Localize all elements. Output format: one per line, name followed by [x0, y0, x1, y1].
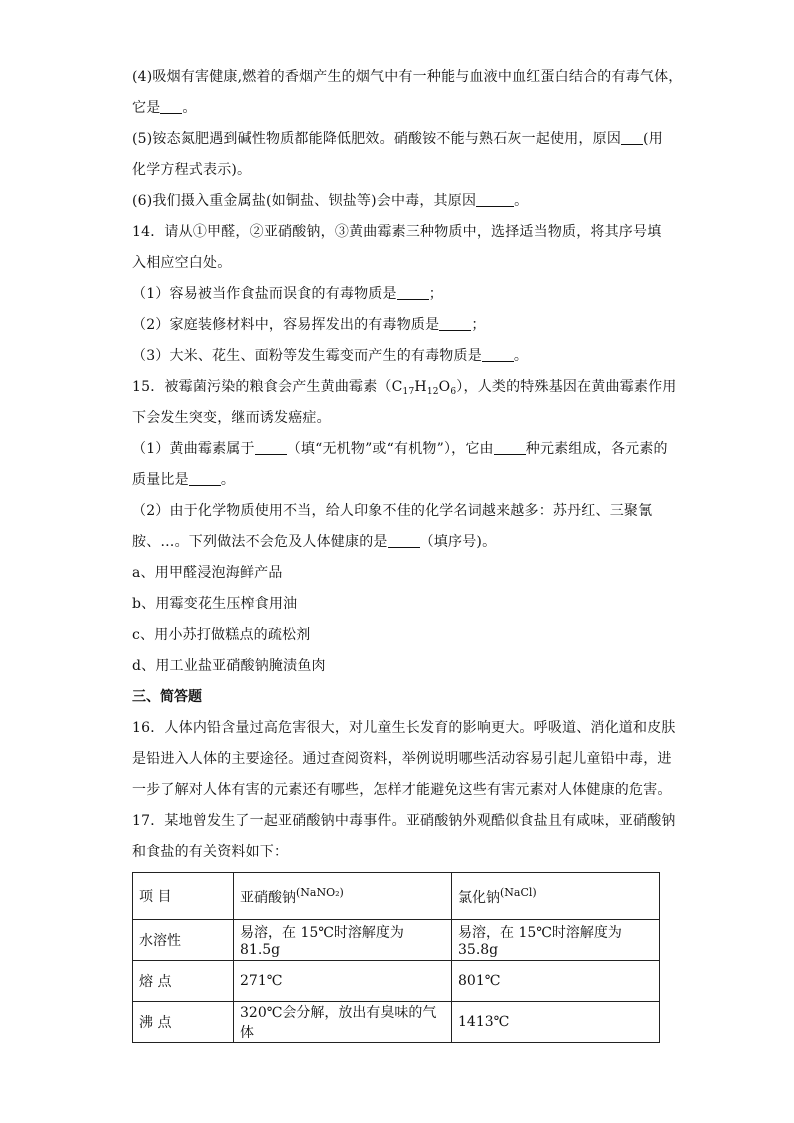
q15-p1-text: （1）黄曲霉素属于	[132, 441, 255, 457]
table-cell: 熔 点	[133, 961, 234, 1002]
q14-sub2-end: ；	[471, 317, 486, 333]
q16-line1	[132, 713, 676, 744]
header-label: 氯化钠	[458, 889, 500, 906]
table-cell: 320℃会分解，放出有臭味的气体	[234, 1002, 452, 1043]
table-cell: 271℃	[234, 961, 452, 1002]
q5-text: (5)铵态氮肥遇到碱性物质都能降低肥效。硝酸铵不能与熟石灰一起使用，原因	[132, 131, 622, 147]
option-item	[132, 589, 672, 620]
option-item	[132, 558, 672, 589]
q15-p2-text: （2）由于化学物质使用不当，给人印象不佳的化学名词越来越多：苏丹红、三聚氰	[132, 503, 653, 519]
formula-label: (NaNO₂)	[296, 885, 344, 899]
q16-line3	[132, 775, 672, 806]
option-c: c、用小苏打做糕点的疏松剂	[132, 627, 311, 643]
comparison-table	[132, 872, 660, 1043]
q15-text-2: 下会发生突变，继而诱发癌症。	[132, 410, 331, 426]
q16-text: 16．人体内铅含量过高危害很大，对儿童生长发育的影响更大。呼吸道、消化道和皮肤	[132, 720, 676, 736]
q5-end: (用	[643, 131, 663, 147]
q5-line1	[132, 124, 672, 155]
q15-p1-text-c: 种元素组成，各元素的	[525, 441, 668, 457]
q15-text: 15．被霉菌污染的粮食会产生黄曲霉素（C	[132, 379, 403, 395]
table-cell	[452, 873, 660, 920]
table-cell: 801℃	[452, 961, 660, 1002]
table-cell: 项 目	[133, 873, 234, 920]
q15-p2-line1	[132, 496, 672, 527]
q15-line1	[132, 372, 677, 403]
q14-sub3-end: 。	[513, 348, 529, 364]
table-cell: 沸 点	[133, 1002, 234, 1043]
q15-line2	[132, 403, 672, 434]
option-item	[132, 651, 672, 682]
answer-blank	[439, 316, 471, 331]
q4-line1	[132, 62, 683, 93]
answer-blank	[255, 440, 287, 455]
table-cell	[234, 873, 452, 920]
option-b: b、用霉变花生压榨食用油	[132, 596, 298, 612]
q14-sub3	[132, 341, 672, 372]
section-heading: 三、简答题	[132, 689, 202, 705]
answer-blank	[160, 99, 182, 114]
answer-blank	[482, 347, 514, 362]
formula-element: O	[438, 379, 451, 395]
q15-p1-line2-text: 质量比是	[132, 472, 189, 488]
q15-p1-line2-end: 。	[220, 472, 236, 488]
table-row	[133, 961, 660, 1002]
table-row	[133, 920, 660, 961]
q15-text-b: ），人类的特殊基因在黄曲霉素作用	[456, 379, 677, 395]
q6-text: (6)我们摄入重金属盐(如铜盐、钡盐等)会中毒，其原因	[132, 193, 477, 209]
option-item	[132, 620, 672, 651]
answer-blank	[494, 440, 526, 455]
q17-text-2: 和食盐的有关资料如下：	[132, 844, 289, 860]
table-cell: 易溶，在 15℃时溶解度为 81.5g	[234, 920, 452, 961]
q14-text: 14．请从①甲醛，②亚硝酸钠，③黄曲霉素三种物质中，选择适当物质，将其序号填	[132, 224, 662, 240]
formula-element: H	[414, 379, 427, 395]
exam-page	[132, 62, 683, 1043]
option-a: a、用甲醛浸泡海鲜产品	[132, 565, 283, 581]
formula-label: (NaCl)	[500, 885, 537, 899]
header-label: 亚硝酸钠	[240, 889, 296, 906]
q16-text-2: 是铅进入人体的主要途径。通过查阅资料，举例说明哪些活动容易引起儿童铅中毒，进	[132, 751, 672, 767]
option-d: d、用工业盐亚硝酸钠腌渍鱼肉	[132, 658, 326, 674]
formula-subscript: 17	[402, 387, 415, 397]
q4-line2	[132, 93, 672, 124]
q4-end: 。	[182, 100, 197, 116]
q16-line2	[132, 744, 672, 775]
q15-p2-text-2: 胺、…。下列做法不会危及人体健康的是	[132, 534, 388, 550]
q6-line1	[132, 186, 672, 217]
q17-text: 17．某地曾发生了一起亚硝酸钠中毒事件。亚硝酸钠外观酷似食盐且有咸味，亚硝酸钠	[132, 813, 676, 829]
answer-blank	[388, 533, 420, 548]
answer-blank	[476, 192, 514, 207]
q16-text-3: 一步了解对人体有害的元素还有哪些，怎样才能避免这些有害元素对人体健康的危害。	[132, 782, 672, 798]
answer-blank	[397, 285, 429, 300]
q4-text-2: 它是	[132, 100, 161, 116]
q14-sub1-end: ；	[428, 286, 443, 302]
q15-p2-line2	[132, 527, 672, 558]
q14-sub2	[132, 310, 672, 341]
q17-line2	[132, 837, 672, 868]
q4-text: (4)吸烟有害健康,燃着的香烟产生的烟气中有一种能与血液中血红蛋白结合的有毒气体，	[132, 69, 683, 85]
q15-p1-line2	[132, 465, 672, 496]
q14-sub1-text: （1）容易被当作食盐而误食的有毒物质是	[132, 286, 397, 302]
formula-subscript: 12	[426, 387, 439, 397]
formula-subscript: 6	[450, 387, 457, 397]
answer-blank	[621, 130, 643, 145]
answer-blank	[189, 471, 221, 486]
q6-end: 。	[514, 193, 529, 209]
q15-p1-text-b: （填“无机物”或“有机物”），它由	[286, 441, 494, 457]
q14-sub2-text: （2）家庭装修材料中，容易挥发出的有毒物质是	[132, 317, 440, 333]
q14-text-2: 入相应空白处。	[132, 255, 232, 271]
q14-line1	[132, 217, 672, 248]
q5-line2	[132, 155, 672, 186]
q14-sub1	[132, 279, 672, 310]
table-cell: 易溶，在 15℃时溶解度为 35.8g	[452, 920, 660, 961]
q5-text-2: 化学方程式表示)。	[132, 162, 252, 178]
table-header-row	[133, 873, 660, 920]
q15-p2-text-3: （填序号)。	[419, 534, 497, 550]
q14-line2	[132, 248, 672, 279]
table-row	[133, 1002, 660, 1043]
table-cell: 1413℃	[452, 1002, 660, 1043]
q15-p1	[132, 434, 672, 465]
table-cell: 水溶性	[133, 920, 234, 961]
q17-line1	[132, 806, 676, 837]
q14-sub3-text: （3）大米、花生、面粉等发生霉变而产生的有毒物质是	[132, 348, 482, 364]
